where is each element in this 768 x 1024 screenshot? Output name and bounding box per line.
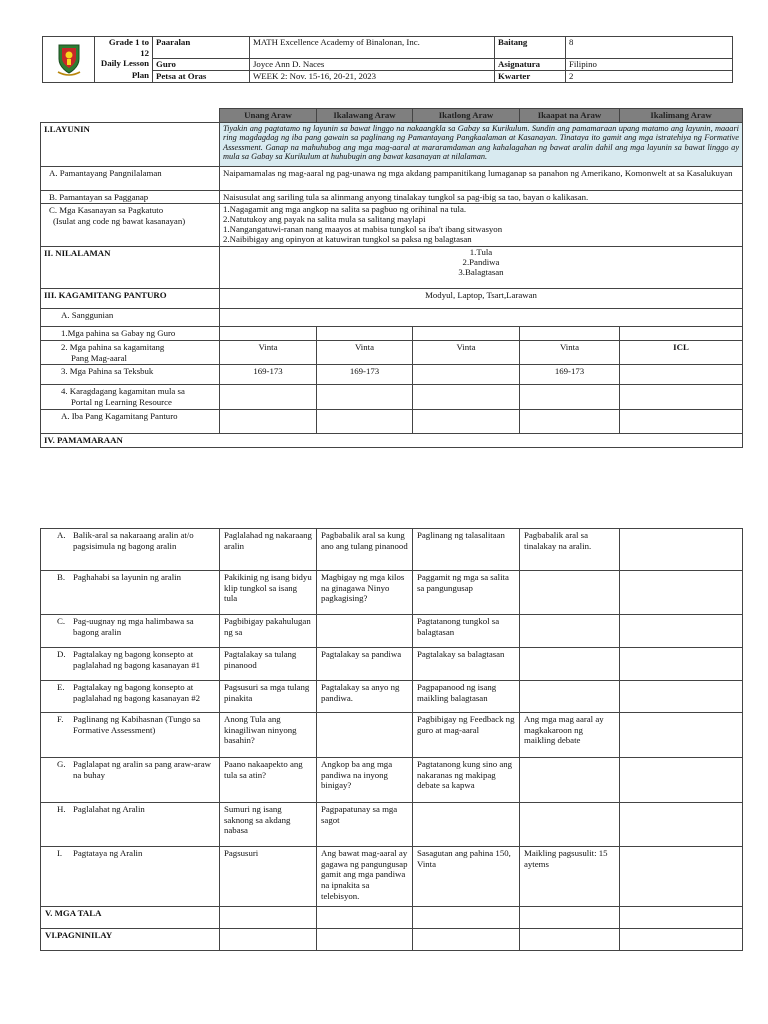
- petsa-value: WEEK 2: Nov. 15-16, 20-21, 2023: [250, 70, 495, 82]
- step-label-cell: [41, 847, 220, 907]
- step-row: [41, 758, 743, 803]
- karagdagan-cell: [317, 385, 413, 409]
- step-label: Pag-uugnay ng mga halimbawa sa bagong aralin: [73, 616, 194, 637]
- guro-value: Joyce Ann D. Naces: [250, 58, 495, 70]
- step-label: Paghahabi sa layunin ng aralin: [73, 572, 181, 582]
- iba-pang-row: [41, 409, 743, 433]
- day-header-row: [41, 109, 743, 123]
- pagninilay-cell: [220, 929, 317, 951]
- kagamitan-text: Modyul, Laptop, Tsart,Larawan: [220, 288, 743, 308]
- karagdagan-label: 4. Karagdagang kagamitan mula sa: [61, 386, 185, 397]
- step-row: [41, 615, 743, 648]
- nilalaman-row: [41, 246, 743, 288]
- objectives-table: [40, 108, 743, 448]
- step-label-cell: [41, 571, 220, 615]
- step-label: Balik-aral sa nakaraang aralin at/o pagsisimula ng bagong aralin: [73, 530, 194, 551]
- step-cell: Magbigay ng mga kilos na ginagawa Ninyo pagkagising?: [317, 571, 413, 615]
- karagdagan-label-cell: [41, 385, 220, 409]
- kasanayan-row: [41, 204, 743, 246]
- plan-label: Plan: [95, 70, 153, 82]
- school-logo-cell: [43, 37, 95, 83]
- baitang-value: 8: [566, 37, 733, 59]
- pamamaraan-label: IV. PAMAMARAAN: [41, 433, 743, 447]
- gabay-label: 1.Mga pahina sa Gabay ng Guro: [41, 326, 220, 340]
- kagamitan-row: [41, 288, 743, 308]
- step-cell: Pagsusuri sa mga tulang pinakita: [220, 681, 317, 713]
- procedure-steps: [41, 529, 743, 951]
- step-row: [41, 529, 743, 571]
- iba-pang-cell: [520, 409, 620, 433]
- gabay-cell: [317, 326, 413, 340]
- step-label: Pagtalakay ng bagong konsepto at paglalahad ng bagong kasanayan #2: [73, 682, 201, 703]
- step-cell: Pagbibigay ng Feedback ng guro at mag-aaral: [413, 713, 520, 758]
- asignatura-label: Asignatura: [495, 58, 566, 70]
- step-cell: Pagtalakay sa anyo ng pandiwa.: [317, 681, 413, 713]
- step-cell: Pagtatanong kung sino ang nakaranas ng makipag debate sa kapwa: [413, 758, 520, 803]
- kasanayan-item: 2.Natutukoy ang payak na salita mula sa salitang maylapi: [223, 214, 426, 225]
- gabay-cell: [520, 326, 620, 340]
- step-cell: [520, 681, 620, 713]
- day-5-header: Ikalimang Araw: [620, 109, 743, 123]
- step-cell: Sasagutan ang pahina 150, Vinta: [413, 847, 520, 907]
- vinta-cell: Vinta: [220, 340, 317, 364]
- grade-label: Grade 1 to 12: [95, 37, 153, 59]
- day-3-header: Ikatlong Araw: [413, 109, 520, 123]
- layunin-label: I.LAYUNIN: [41, 122, 220, 166]
- tala-cell: [413, 907, 520, 929]
- kasanayan-label-cell: [41, 204, 220, 246]
- gabay-cell: [220, 326, 317, 340]
- asignatura-value: Filipino: [566, 58, 733, 70]
- step-cell: Sumuri ng isang saknong sa akdang nabasa: [220, 803, 317, 847]
- step-cell: Pagtalakay sa tulang pinanood: [220, 648, 317, 681]
- kwarter-label: Kwarter: [495, 70, 566, 82]
- sanggunian-label: A. Sanggunian: [41, 308, 220, 326]
- step-cell: [620, 529, 743, 571]
- iba-pang-cell: [413, 409, 520, 433]
- step-cell: [520, 803, 620, 847]
- pagninilay-cell: [520, 929, 620, 951]
- nilalaman-item: 1.Tula: [469, 246, 493, 257]
- kagamitan-mag-aaral-sublabel: Pang Mag-aaral: [71, 352, 127, 363]
- nilalaman-list: [220, 246, 743, 288]
- karagdagan-cell: [413, 385, 520, 409]
- step-cell: [520, 648, 620, 681]
- step-cell: Pagbabalik aral sa kung ano ang tulang pinanood: [317, 529, 413, 571]
- teksbuk-cell: 169-173: [220, 365, 317, 385]
- procedure-table: [40, 528, 743, 951]
- step-cell: [520, 758, 620, 803]
- teksbuk-cell: 169-173: [520, 365, 620, 385]
- karagdagan-cell: [520, 385, 620, 409]
- kwarter-value: 2: [566, 70, 733, 82]
- step-cell: Ang mga mag aaral ay magkakaroon ng maikling debate: [520, 713, 620, 758]
- step-label: Paglalapat ng aralin sa pang araw-araw na buhay: [73, 759, 211, 780]
- day-4-header: Ikaapat na Araw: [520, 109, 620, 123]
- pangnilalaman-text: Naipamamalas ng mag-aaral ng pag-unawa ng mga akdang pampanitikang lumaganap sa panahon ng Amerikano, Komonwelt at sa Kasalukuyan: [220, 166, 743, 190]
- step-cell: Pakikinig ng isang bidyu klip tungkol sa isang tula: [220, 571, 317, 615]
- pagninilay-cell: [413, 929, 520, 951]
- step-cell: [520, 615, 620, 648]
- sanggunian-row: [41, 308, 743, 326]
- step-cell: [620, 681, 743, 713]
- step-cell: Pagtalakay sa pandiwa: [317, 648, 413, 681]
- step-cell: [317, 615, 413, 648]
- kasanayan-item: 2.Naibibigay ang opinyon at katuwiran tungkol sa paksa ng balagtasan: [223, 233, 472, 244]
- day-header-blank: [41, 109, 220, 123]
- step-cell: Pagtalakay sa balagtasan: [413, 648, 520, 681]
- step-label: Paglalahat ng Aralin: [73, 804, 145, 814]
- pagninilay-cell: [317, 929, 413, 951]
- kagamitan-label: III. KAGAMITANG PANTURO: [41, 288, 220, 308]
- step-cell: Maikling pagsusulit: 15 aytems: [520, 847, 620, 907]
- step-row: [41, 681, 743, 713]
- step-label-cell: [41, 758, 220, 803]
- step-cell: Ang bawat mag-aaral ay gagawa ng pangungusap gamit ang mga pandiwa na ipnakita sa telebisyon.: [317, 847, 413, 907]
- step-cell: [520, 571, 620, 615]
- step-letter: B.: [57, 572, 66, 582]
- sanggunian-blank: [220, 308, 743, 326]
- step-cell: Pagbabalik aral sa tinalakay na aralin.: [520, 529, 620, 571]
- school-seal-icon: [56, 42, 82, 76]
- gabay-cell: [620, 326, 743, 340]
- kasanayan-sublabel: (Isulat ang code ng bawat kasanayan): [53, 216, 186, 227]
- pangnilalaman-label: A. Pamantayang Pangnilalaman: [41, 166, 220, 190]
- step-cell: [620, 758, 743, 803]
- karagdagan-cell: [620, 385, 743, 409]
- step-cell: Paglinang ng talasalitaan: [413, 529, 520, 571]
- step-row: [41, 713, 743, 758]
- step-letter: G.: [57, 759, 66, 769]
- kasanayan-item: 1.Nangangatuwi-ranan nang maayos at mabisa tungkol sa iba't ibang sitwasyon: [223, 224, 503, 235]
- nilalaman-label: II. NILALAMAN: [41, 246, 220, 288]
- tala-cell: [520, 907, 620, 929]
- step-label-cell: [41, 713, 220, 758]
- nilalaman-item: 3.Balagtasan: [458, 266, 504, 277]
- vinta-cell: Vinta: [317, 340, 413, 364]
- kasanayan-label: C. Mga Kasanayan sa Pagkatuto: [49, 205, 164, 216]
- step-cell: Paano nakaapekto ang tula sa atin?: [220, 758, 317, 803]
- tala-label: V. MGA TALA: [41, 907, 220, 929]
- step-label: Paglinang ng Kabihasnan (Tungo sa Formative Assessment): [73, 714, 201, 735]
- day-2-header: Ikalawang Araw: [317, 109, 413, 123]
- teksbuk-cell: [413, 365, 520, 385]
- step-cell: [413, 803, 520, 847]
- step-cell: Paglalahad ng nakaraang aralin: [220, 529, 317, 571]
- karagdagan-cell: [220, 385, 317, 409]
- guro-label: Guro: [153, 58, 250, 70]
- step-letter: H.: [57, 804, 66, 814]
- layunin-row: [41, 122, 743, 166]
- kagamitan-mag-aaral-label: 2. Mga pahina sa kagamitang: [61, 341, 165, 352]
- pamamaraan-row: [41, 433, 743, 447]
- teksbuk-cell: [620, 365, 743, 385]
- tala-cell: [317, 907, 413, 929]
- paaralan-value: MATH Excellence Academy of Binalonan, Inc.: [250, 37, 495, 59]
- header-table: [42, 36, 733, 83]
- step-letter: E.: [57, 682, 65, 692]
- nilalaman-item: 2.Pandiwa: [462, 256, 500, 267]
- teksbuk-row: [41, 365, 743, 385]
- karagdagan-row: [41, 385, 743, 409]
- step-cell: [620, 713, 743, 758]
- gabay-cell: [413, 326, 520, 340]
- step-cell: Angkop ba ang mga pandiwa na inyong binigay?: [317, 758, 413, 803]
- iba-pang-label: A. Iba Pang Kagamitang Panturo: [41, 409, 220, 433]
- karagdagan-sublabel: Portal ng Learning Resource: [71, 396, 172, 407]
- kagamitan-mag-aaral-row: [41, 340, 743, 364]
- step-row: [41, 847, 743, 907]
- tala-row: [41, 907, 743, 929]
- step-label: Pagtalakay ng bagong konsepto at paglalahad ng bagong kasanayan #1: [73, 649, 201, 670]
- step-cell: [317, 713, 413, 758]
- step-cell: Paggamit ng mga sa salita sa pangungusap: [413, 571, 520, 615]
- step-row: [41, 648, 743, 681]
- vinta-cell: Vinta: [413, 340, 520, 364]
- step-letter: C.: [57, 616, 66, 626]
- pagninilay-cell: [620, 929, 743, 951]
- step-cell: [620, 803, 743, 847]
- iba-pang-cell: [220, 409, 317, 433]
- pagninilay-label: VI.PAGNINILAY: [41, 929, 220, 951]
- iba-pang-cell: [620, 409, 743, 433]
- step-cell: Pagpapatunay sa mga sagot: [317, 803, 413, 847]
- pagganap-row: [41, 190, 743, 204]
- step-cell: [620, 571, 743, 615]
- teksbuk-label: 3. Mga Pahina sa Teksbuk: [41, 365, 220, 385]
- day-1-header: Unang Araw: [220, 109, 317, 123]
- pagganap-label: B. Pamantayan sa Pagganap: [41, 190, 220, 204]
- step-label-cell: [41, 529, 220, 571]
- kasanayan-item: 1.Nagagamit ang mga angkop na salita sa pagbuo ng orihinal na tula.: [223, 204, 467, 215]
- step-row: [41, 803, 743, 847]
- pagninilay-row: [41, 929, 743, 951]
- petsa-label: Petsa at Oras: [153, 70, 250, 82]
- step-label: Pagtataya ng Aralin: [73, 848, 143, 858]
- teksbuk-cell: 169-173: [317, 365, 413, 385]
- step-row: [41, 571, 743, 615]
- step-letter: A.: [57, 530, 66, 540]
- daily-lesson-label: Daily Lesson: [100, 58, 149, 69]
- pangnilalaman-row: [41, 166, 743, 190]
- kagamitan-mag-aaral-label-cell: [41, 340, 220, 364]
- iba-pang-cell: [317, 409, 413, 433]
- step-letter: F.: [57, 714, 64, 724]
- tala-cell: [620, 907, 743, 929]
- step-cell: Pagpapanood ng isang maikling balagtasan: [413, 681, 520, 713]
- step-label-cell: [41, 615, 220, 648]
- step-letter: I.: [57, 848, 63, 858]
- step-letter: D.: [57, 649, 66, 659]
- step-cell: [620, 648, 743, 681]
- step-cell: Pagbibigay pakahulugan ng sa: [220, 615, 317, 648]
- step-label-cell: [41, 648, 220, 681]
- step-cell: Pagsusuri: [220, 847, 317, 907]
- layunin-text: Tiyakin ang pagtatamo ng layunin sa bawat linggo na nakaangkla sa Gabay sa Kurikulum. Sundin ang pamamaraan upang matamo ang layunin, maaari ring magdagdag ng iba pang gawain sa paglinang ng Pamantayang Pangkaalaman at Kasanayan. Tinataya ito gamit ang mga istratehiya ng Formative Assessment. Ganap na mahuhubog ang mga mag-aaral at mararamdaman ang kahalagahan ng bawat aralin dahil ang mga layunin sa bawat linggo ay mula sa Gabay sa Kurikulum at huhubugin ang bawat kasanayan at nilalaman.: [220, 122, 743, 166]
- step-label-cell: [41, 803, 220, 847]
- step-cell: Anong Tula ang kinagiliwan ninyong basahin?: [220, 713, 317, 758]
- step-cell: [620, 847, 743, 907]
- tala-cell: [220, 907, 317, 929]
- step-cell: Pagtatanong tungkol sa balagtasan: [413, 615, 520, 648]
- gabay-row: [41, 326, 743, 340]
- paaralan-label: Paaralan: [153, 37, 250, 59]
- icl-cell: ICL: [620, 340, 743, 364]
- baitang-label: Baitang: [495, 37, 566, 59]
- kasanayan-list: [220, 204, 743, 246]
- vinta-cell: Vinta: [520, 340, 620, 364]
- step-cell: [620, 615, 743, 648]
- pagganap-text: Naisusulat ang sariling tula sa alinmang anyong tinalakay tungkol sa pag-ibig sa tao, bayan o kalikasan.: [220, 190, 743, 204]
- step-label-cell: [41, 681, 220, 713]
